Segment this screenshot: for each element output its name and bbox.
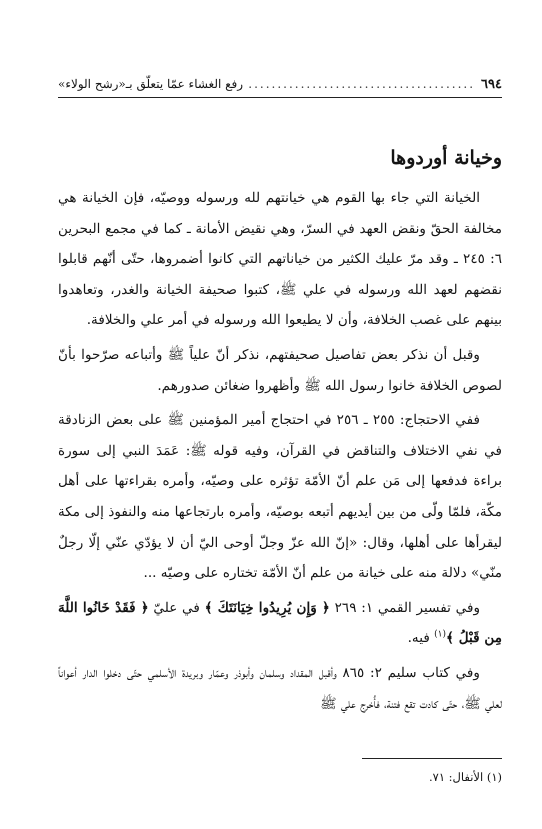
footnote: (١) الأنفال: ٧١.	[428, 770, 502, 784]
header-leader-dots	[249, 77, 475, 91]
paragraph: وفي كتاب سليم ٢: ٨٦٥ وأقبل المقداد وسلمان وأبوذر وعمّار وبريدة الأسلمي حتّى دخلوا الدار أعواناً لعلي ﷺ، حتّى كادت تقع فتنة، فأُخرج علي ﷺ	[58, 664, 502, 712]
tafsir-middle: في عليّ	[153, 599, 200, 616]
quran-verse: ﴿ فَقَدْ خَانُوا اللَّهَ مِن قَبْلُ ﴾	[58, 599, 502, 647]
paragraph: ففي الاحتجاج: ٢٥٥ ـ ٢٥٦ في احتجاج أمير المؤمنين ﷺ على بعض الزنادقة في نفي الاختلاف والتناقض في القرآن، وفيه قوله ﷺ: عَمَدَ النبي إلى سورة براءة فدفعها إلى مَن علم أنّ الأمّة تؤثره على وصيّه، وأمره بقراءتها على أهل مكّة، فلمّا ولّى من بين أيديهم أتبعه بوصيّه، وأمره بارتجاعها منه والنفوذ إلى مكة ليقرأها على أهلها، وقال: «إنّ الله عزّ وجلّ أوحى اليّ أن لا يؤدّي عنّي إلّا رجلٌ منّي» دلالة منه على خيانة من علم أنّ الأمّة تختاره على وصيّه ...	[58, 412, 502, 582]
body-text	[58, 183, 502, 723]
footnote-reference: (١)	[434, 629, 447, 640]
paragraph: الخيانة التي جاء بها القوم هي خيانتهم لله ورسوله ووصيّه، فإن الخيانة هي مخالفة الحقّ ونقض العهد في السرّ، وهي نقيض الأمانة ـ كما في مجمع البحرين ٦: ٢٤٥ ـ وقد مرّ عليك الكثير من خياناتهم التي كانوا أضمروها، حتّى أنّهم قابلوا نقضهم لعهد الله ورسوله في علي ﷺ، كتبوا صحيفة الخيانة والغدر، وتعاهدوا بينهم على غصب الخلافة، وأن لا يطيعوا الله ورسوله في أمر علي والخلافة.	[58, 190, 503, 329]
tafsir-end: فيه.	[407, 630, 430, 647]
tafsir-intro: وفي تفسير القمي ١: ٢٦٩	[334, 599, 481, 616]
page-number: ٦٩٤	[481, 76, 502, 92]
quran-verse: ﴿ وَإِن يُرِيدُوا خِيَانَتَكَ ﴾	[204, 599, 330, 616]
tafsir-paragraph	[58, 593, 502, 654]
paragraph: وقبل أن نذكر بعض تفاصيل صحيفتهم، نذكر أنّ علياً ﷺ وأتباعه صرّحوا بأنّ لصوص الخلافة خانوا رسول الله ﷺ وأظهروا ضغائن صدورهم.	[58, 346, 502, 394]
footnote-divider	[362, 758, 502, 759]
header-divider	[58, 97, 502, 98]
section-heading: وخيانة أوردوها	[390, 147, 502, 169]
running-title: رفع الغشاء عمّا يتعلّق بـ«رشح الولاء»	[58, 77, 244, 91]
running-header	[58, 73, 502, 95]
